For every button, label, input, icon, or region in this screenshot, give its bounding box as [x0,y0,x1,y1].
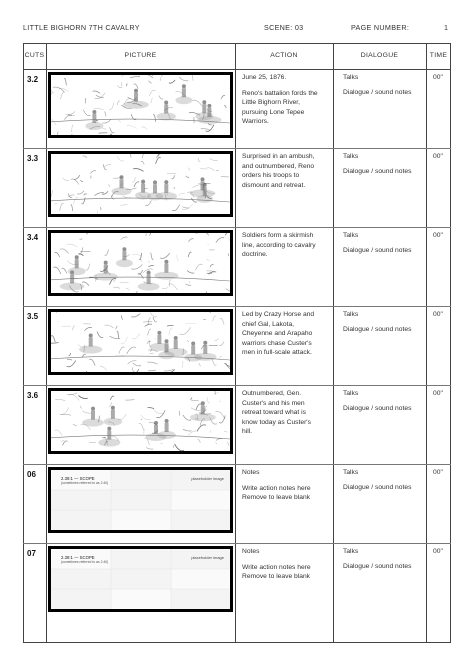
dialogue-notes: Dialogue / sound notes [343,405,412,412]
row-divider [23,385,451,386]
action-line: Notes [242,548,260,555]
cut-number: 3.3 [27,154,39,163]
column-header-dialogue: DIALOGUE [360,52,399,59]
placeholder-title: 2.39:1 — SCOPE [61,555,95,560]
dialogue-notes: Dialogue / sound notes [343,563,412,570]
sketch-image [51,391,230,451]
time-value: 00" [433,548,443,555]
dialogue-title: Talks [343,311,359,318]
placeholder-label: placeholder image [191,555,224,560]
column-header-picture: PICTURE [124,52,157,59]
action-line: Soldiers form a skirmish line, according to cavalry doctrine. [242,232,316,258]
divider-dialogue [426,43,427,643]
time-value: 00" [433,469,443,476]
action-text [242,389,322,437]
time-value: 00" [433,232,443,239]
placeholder-subtitle: (sometimes referred to as 2.40) [61,481,109,485]
sketch-image [51,75,230,135]
time-value: 00" [433,74,443,81]
storyboard-panel [48,151,233,217]
sketch-image [51,154,230,214]
header-divider [23,69,451,70]
dialogue-notes: Dialogue / sound notes [343,326,412,333]
action-line: Reno's battalion fords the Little Bighorn River, pursuing Lone Tepee Warriors. [242,89,318,125]
storyboard-panel [48,546,233,612]
action-line: Surprised in an ambush, and outnumbered, Reno orders his troops to dismount and retreat. [242,153,315,189]
row-divider [23,464,451,465]
action-text [242,73,322,127]
storyboard-panel [48,309,233,375]
dialogue-title: Talks [343,548,359,555]
dialogue-notes: Dialogue / sound notes [343,168,412,175]
cut-number: 3.6 [27,391,39,400]
cut-number: 06 [27,470,36,479]
time-value: 00" [433,153,443,160]
column-header-cuts: CUTS [24,52,45,59]
storyboard-panel [48,467,233,533]
placeholder-label: placeholder image [191,476,224,481]
action-text [242,468,322,503]
action-line: Led by Crazy Horse and chief Gal, Lakota, Cheyenne and Arapaho warriors chase Custer's men in full-scale attack. [242,311,315,356]
cut-number: 3.2 [27,75,39,84]
sketch-image [51,233,230,293]
divider-picture [235,43,236,643]
action-line: Write action notes here Remove to leave blank [242,484,311,501]
action-text [242,231,322,260]
dialogue-notes: Dialogue / sound notes [343,247,412,254]
action-line: Notes [242,469,260,476]
action-text [242,310,322,358]
row-divider [23,543,451,544]
sketch-image [51,312,230,372]
time-value: 00" [433,390,443,397]
dialogue-title: Talks [343,74,359,81]
scene-label: SCENE: 03 [264,23,304,32]
dialogue-title: Talks [343,469,359,476]
column-header-time: TIME [429,52,448,59]
action-line: Write action notes here Remove to leave blank [242,563,311,580]
page-number-value: 1 [444,23,449,32]
page-number-label: PAGE NUMBER: [351,23,410,32]
storyboard-panel [48,230,233,296]
row-divider [23,148,451,149]
action-text [242,547,322,582]
time-value: 00" [433,311,443,318]
storyboard-panel [48,72,233,138]
dialogue-notes: Dialogue / sound notes [343,89,412,96]
row-divider [23,227,451,228]
cut-number: 3.5 [27,312,39,321]
storyboard-sheet [23,43,451,643]
dialogue-title: Talks [343,153,359,160]
row-divider [23,306,451,307]
action-line: June 25, 1876. [242,74,287,81]
storyboard-panel [48,388,233,454]
dialogue-title: Talks [343,232,359,239]
dialogue-title: Talks [343,390,359,397]
cut-number: 3.4 [27,233,39,242]
storyboard-title: LITTLE BIGHORN 7TH CAVALRY [23,23,140,32]
column-header-action: ACTION [270,52,298,59]
placeholder-subtitle: (sometimes referred to as 2.40) [61,560,109,564]
divider-action [333,43,334,643]
action-text [242,152,322,190]
placeholder-title: 2.39:1 — SCOPE [61,476,95,481]
cut-number: 07 [27,549,36,558]
divider-cuts [46,43,47,643]
dialogue-notes: Dialogue / sound notes [343,484,412,491]
action-line: Outnumbered, Gen. Custer's and his men retreat toward what is know today as Custer's hill. [242,390,311,435]
